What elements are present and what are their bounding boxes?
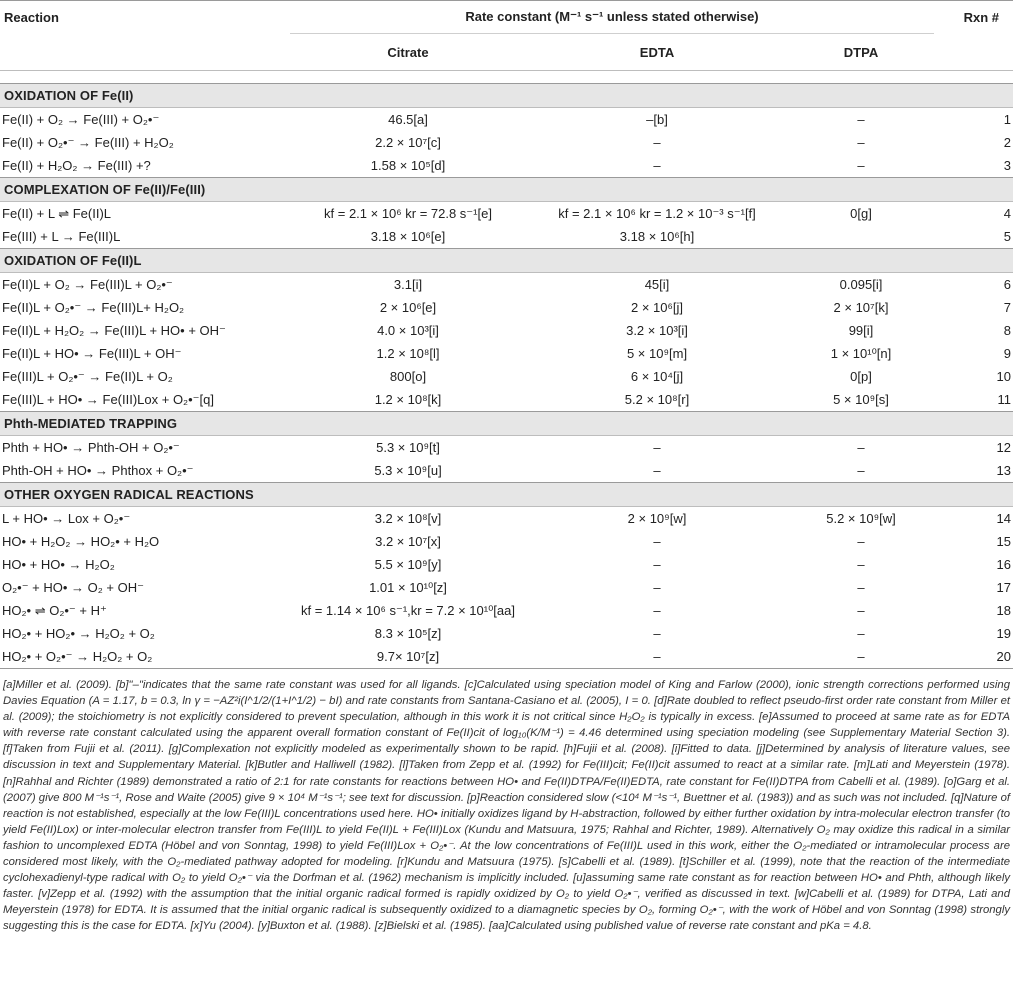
dtpa-cell: – xyxy=(857,112,865,127)
edta-cell: 2 × 10⁹[w] xyxy=(627,511,687,526)
rxn-number: 7 xyxy=(1003,300,1011,315)
citrate-cell: kf = 2.1 × 10⁶ kr = 72.8 s⁻¹[e] xyxy=(324,205,492,221)
edta-cell: 5.2 × 10⁸[r] xyxy=(624,392,690,407)
rxn-number: 15 xyxy=(996,534,1011,549)
reaction-cell: Fe(II) + H₂O₂ → Fe(III) +? xyxy=(2,158,151,173)
reaction-cell: Fe(II)L + HO• → Fe(III)L + OH⁻ xyxy=(2,345,182,361)
header-row-1 xyxy=(0,0,1013,34)
section-header: OXIDATION OF Fe(II) xyxy=(0,84,1013,108)
section-header: OTHER OXYGEN RADICAL REACTIONS xyxy=(0,483,1013,507)
table-row xyxy=(0,388,1013,412)
table-row xyxy=(0,622,1013,645)
table-row xyxy=(0,296,1013,319)
dtpa-cell: 99[i] xyxy=(848,323,874,338)
reaction-cell: L + HO• → Lox + O₂•⁻ xyxy=(2,510,131,526)
citrate-cell: 5.5 × 10⁹[y] xyxy=(374,557,442,572)
dtpa-cell: – xyxy=(857,534,865,549)
table-row xyxy=(0,225,1013,249)
table-row xyxy=(0,645,1013,668)
header-edta: EDTA xyxy=(526,34,788,71)
table-row xyxy=(0,530,1013,553)
rxn-number: 5 xyxy=(1003,229,1011,244)
citrate-cell: 5.3 × 10⁹[t] xyxy=(376,440,440,455)
rxn-number: 14 xyxy=(996,511,1011,526)
edta-cell: – xyxy=(653,463,661,478)
dtpa-cell: – xyxy=(857,158,865,173)
reaction-cell: Fe(II)L + O₂•⁻ → Fe(III)L+ H₂O₂ xyxy=(2,299,185,315)
edta-cell: 3.18 × 10⁶[h] xyxy=(619,229,695,244)
table-row xyxy=(0,202,1013,226)
reaction-cell: Fe(III) + L → Fe(III)L xyxy=(2,229,121,244)
table-row xyxy=(0,273,1013,297)
rxn-number: 18 xyxy=(996,603,1011,618)
citrate-cell: 3.1[i] xyxy=(393,277,423,292)
table-row xyxy=(0,108,1013,132)
dtpa-cell: 0[p] xyxy=(850,369,872,384)
citrate-cell: 3.2 × 10⁷[x] xyxy=(375,534,441,549)
edta-cell: – xyxy=(653,158,661,173)
table-row xyxy=(0,599,1013,622)
rxn-number: 11 xyxy=(997,392,1011,407)
rate-constant-underline xyxy=(290,33,934,34)
dtpa-cell: – xyxy=(857,557,865,572)
dtpa-cell: – xyxy=(857,649,865,664)
citrate-cell: 2 × 10⁶[e] xyxy=(379,300,437,315)
citrate-cell: 1.58 × 10⁵[d] xyxy=(370,158,446,173)
bottom-rule xyxy=(0,668,1013,669)
table-row xyxy=(0,319,1013,342)
citrate-cell: 9.7× 10⁷[z] xyxy=(376,649,440,664)
rxn-number: 16 xyxy=(996,557,1011,572)
citrate-cell: 5.3 × 10⁹[u] xyxy=(374,463,442,478)
dtpa-cell: 0[g] xyxy=(850,206,872,221)
edta-cell: –[b] xyxy=(646,112,668,127)
reaction-cell: HO• + HO• → H₂O₂ xyxy=(2,557,115,572)
edta-cell: – xyxy=(653,135,661,150)
rxn-number: 2 xyxy=(1003,135,1011,150)
rxn-number: 13 xyxy=(996,463,1011,478)
reaction-cell: Phth + HO• → Phth-OH + O₂•⁻ xyxy=(2,439,180,455)
reaction-cell: Fe(II) + L ⇌ Fe(II)L xyxy=(2,205,112,221)
edta-cell: 2 × 10⁶[j] xyxy=(631,300,683,315)
table-row xyxy=(0,459,1013,483)
edta-cell: 45[i] xyxy=(644,277,670,292)
citrate-cell: 1.2 × 10⁸[l] xyxy=(376,346,440,361)
dtpa-cell xyxy=(788,225,934,249)
edta-cell: – xyxy=(653,603,661,618)
reaction-cell: Fe(II) + O₂ → Fe(III) + O₂•⁻ xyxy=(2,111,160,127)
table-row xyxy=(0,436,1013,460)
edta-cell: 3.2 × 10³[i] xyxy=(626,323,688,338)
table-row xyxy=(0,154,1013,178)
reaction-cell: Phth-OH + HO• → Phthox + O₂•⁻ xyxy=(2,462,194,478)
edta-cell: – xyxy=(653,626,661,641)
reaction-cell: HO₂• + HO₂• → H₂O₂ + O₂ xyxy=(2,626,155,641)
section-header: COMPLEXATION OF Fe(II)/Fe(III) xyxy=(0,178,1013,202)
citrate-cell: 3.18 × 10⁶[e] xyxy=(370,229,446,244)
reaction-cell: HO₂• ⇌ O₂•⁻ + H⁺ xyxy=(2,602,107,618)
dtpa-cell: – xyxy=(857,626,865,641)
reaction-cell: Fe(II)L + O₂ → Fe(III)L + O₂•⁻ xyxy=(2,276,173,292)
edta-cell: – xyxy=(653,534,661,549)
rxn-number: 12 xyxy=(996,440,1011,455)
table-footnotes: [a]Miller et al. (2009). [b]"–"indicates that the same rate constant was used for all ligands. [c]Calculated using speciation model of King and Farlow (2000), ionic strength corrections performed using Davies Equation (A = 1.17, b = 0.3, ln γ = −AZ²i(I^1/2/(1+I^1/2) − bI) and rate constants from Santana-Casiano et al. (2005), I = 0. [d]Rate doubled to reflect pseudo-first order rate constant from Miller et al. (2009); the stoichiometry is not explicitly considered to prevent speculation, although in this work it is not critical since H₂O₂ is typically in excess. [e]Assumed to proceed at same rate as for EDTA with reverse rate constant calculated using the apparent overall formation constant of Fe(II)cit of log₁₀(K/M⁻¹) = 4.46 determined using speciation modeling (see Supplementary Material Section 3). [f]Taken from Fujii et al. (2011). [g]Complexation not explicitly modeled as experimentally shown to be rapid. [h]Fujii et al. (2008). [i]Fitted to data. [j]Determined by analysis of literature values, see discussion in text and Supplementary Material. [k]Butler and Halliwell (1982). [l]Taken from Zepp et al. (1992) for Fe(III)cit; Fe(II)cit assumed to react at a similar rate. [m]Lati and Meyerstein (1978). [n]Rahhal and Richter (1989) demonstrated a ratio of 2:1 for rate constants for reactions between HO• and Fe(II)DTPA/Fe(II)EDTA, rate constant for Fe(II)DTPA from Cabelli et al. (1989). [o]Garg et al. (2007) give 800 M⁻¹s⁻¹, Rose and Waite (2005) give 9 × 10⁴ M⁻¹s⁻¹; see text for discussion. [p]Reaction considered slow (<10⁴ M⁻¹s⁻¹, Buettner et al. (1983)) and as such was not included. [q]Nature of reaction is not established, especially at the low Fe(III)L concentrations used here. HO• initially oxidizes ligand by H-abstraction, followed by either further oxidation by intra-molecular electron transfer (to yield Fe(II)Lox) or inter-molecular electron transfer from Fe(III)L to yield Fe(II)L + Fe(III)Lox (Kundu and Matsuura, 1975; Rahhal and Richter, 1989). Alternatively O₂ may oxidize this radical in a similar fashion to uncomplexed EDTA (Höbel and von Sonntag, 1998) to yield Fe(III)Lox + O₂•⁻. At the low concentrations of Fe(III)L used in this work, either the O₂-mediated or intramolecular process are considered most likely, with the O₂-mediated pathway adopted for modeling. [r]Kundu and Matsuura (1975). [s]Cabelli et al. (1989). [t]Schiller et al. (1999), note that the reaction of the intermediate cyclohexadienyl-type radical with O₂ to yield O₂•⁻ via the Dorfman et al. (1962) mechanism is implicitly included. [u]assuming same rate constant as for reaction between HO• and Phth, although likely faster. [v]Zepp et al. (1992) with the assumption that the initial organic radical formed is rapidly oxidized by O₂ to yield O₂•⁻, verified as discussed in text. [w]Cabelli et al. (1989) for DTPA, Lati and Meyerstein (1978) for EDTA. It is assumed that the initial organic radical is subsequently oxidized to a diamagnetic species by O₂, forming O₂•⁻, with the work of Höbel and von Sonntag (1998) strongly suggesting this is the case for EDTA. [x]Yu (2004). [y]Buxton et al. (1988). [z]Bielski et al. (1985). [aa]Calculated using published value of reverse rate constant and pKa = 4.8. xyxy=(3,679,1010,933)
edta-cell: kf = 2.1 × 10⁶ kr = 1.2 × 10⁻³ s⁻¹[f] xyxy=(558,205,756,221)
citrate-cell: 1.01 × 10¹⁰[z] xyxy=(369,579,447,595)
reaction-cell: Fe(II) + O₂•⁻ → Fe(III) + H₂O₂ xyxy=(2,134,174,150)
header-citrate: Citrate xyxy=(290,34,526,71)
rxn-number: 10 xyxy=(996,369,1011,384)
citrate-cell: 1.2 × 10⁸[k] xyxy=(374,392,442,407)
header-reaction: Reaction xyxy=(4,9,59,25)
citrate-cell: 46.5[a] xyxy=(388,112,428,127)
table-row xyxy=(0,507,1013,531)
header-row-2 xyxy=(0,34,1013,71)
rxn-number: 6 xyxy=(1003,277,1011,292)
citrate-cell: kf = 1.14 × 10⁶ s⁻¹,kr = 7.2 × 10¹⁰[aa] xyxy=(301,602,515,618)
citrate-cell: 2.2 × 10⁷[c] xyxy=(375,135,441,150)
reaction-cell: HO• + H₂O₂ → HO₂• + H₂O xyxy=(2,534,160,549)
edta-cell: – xyxy=(653,649,661,664)
dtpa-cell: 2 × 10⁷[k] xyxy=(833,300,889,315)
edta-cell: 5 × 10⁹[m] xyxy=(626,346,688,361)
rxn-number: 9 xyxy=(1003,346,1011,361)
dtpa-cell: – xyxy=(857,603,865,618)
rxn-number: 4 xyxy=(1003,206,1011,221)
rxn-number: 19 xyxy=(996,626,1011,641)
reaction-cell: Fe(III)L + HO• → Fe(III)Lox + O₂•⁻[q] xyxy=(2,391,214,407)
table-row xyxy=(0,131,1013,154)
rxn-number: 20 xyxy=(996,649,1011,664)
dtpa-cell: 5.2 × 10⁹[w] xyxy=(826,511,896,526)
dtpa-cell: – xyxy=(857,440,865,455)
reaction-cell: Fe(III)L + O₂•⁻ → Fe(II)L + O₂ xyxy=(2,368,173,384)
header-rate-constant: Rate constant (M⁻¹ s⁻¹ unless stated otherwise) xyxy=(465,9,759,24)
table-row xyxy=(0,342,1013,365)
citrate-cell: 8.3 × 10⁵[z] xyxy=(374,626,442,641)
reaction-cell: O₂•⁻ + HO• → O₂ + OH⁻ xyxy=(2,579,144,595)
citrate-cell: 4.0 × 10³[i] xyxy=(377,323,439,338)
dtpa-cell: – xyxy=(857,463,865,478)
rxn-number: 17 xyxy=(996,580,1011,595)
header-dtpa: DTPA xyxy=(788,34,934,71)
rxn-number: 8 xyxy=(1003,323,1011,338)
section-header: Phth-MEDIATED TRAPPING xyxy=(0,412,1013,436)
dtpa-cell: 0.095[i] xyxy=(839,277,883,292)
reaction-cell: HO₂• + O₂•⁻ → H₂O₂ + O₂ xyxy=(2,648,153,664)
rxn-number: 3 xyxy=(1003,158,1011,173)
table-row xyxy=(0,365,1013,388)
edta-cell: 6 × 10⁴[j] xyxy=(630,369,684,384)
dtpa-cell: 1 × 10¹⁰[n] xyxy=(830,345,892,361)
dtpa-cell: 5 × 10⁹[s] xyxy=(833,392,889,407)
citrate-cell: 3.2 × 10⁸[v] xyxy=(374,511,442,526)
edta-cell: – xyxy=(653,557,661,572)
citrate-cell: 800[o] xyxy=(389,369,427,384)
edta-cell: – xyxy=(653,580,661,595)
table-row xyxy=(0,553,1013,576)
section-header: OXIDATION OF Fe(II)L xyxy=(0,249,1013,273)
header-rxn: Rxn # xyxy=(963,9,999,25)
dtpa-cell: – xyxy=(857,135,865,150)
reaction-cell: Fe(II)L + H₂O₂ → Fe(III)L + HO• + OH⁻ xyxy=(2,322,226,338)
table-row xyxy=(0,576,1013,599)
dtpa-cell: – xyxy=(857,580,865,595)
edta-cell: – xyxy=(653,440,661,455)
rxn-number: 1 xyxy=(1003,112,1011,127)
